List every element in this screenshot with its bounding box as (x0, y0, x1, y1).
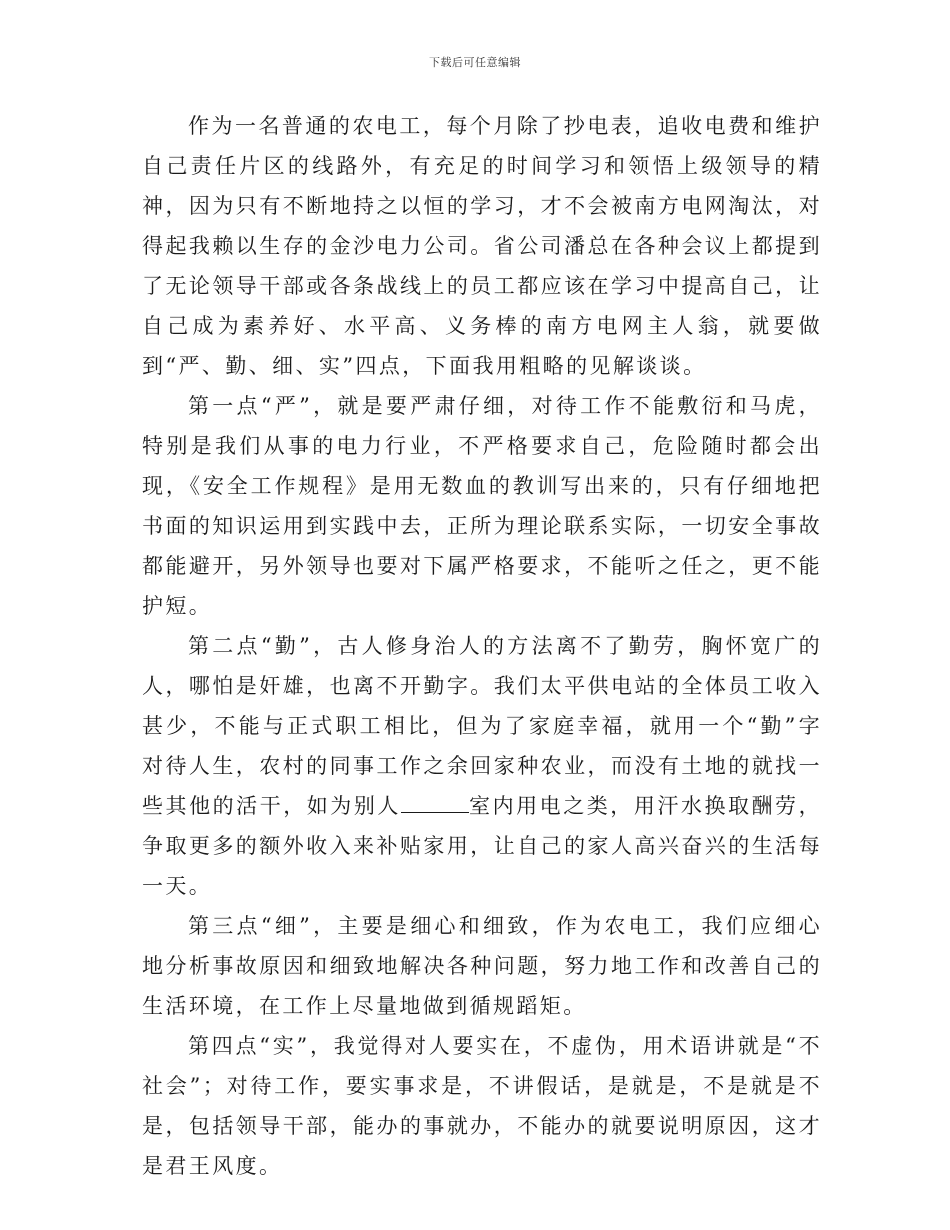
page-header: 下载后可任意编辑 (429, 56, 521, 69)
paragraph-point-honest: 第四点“实”，我觉得对人要实在，不虚伪，用术语讲就是“不社会”；对待工作，要实事求是，不讲假话，是就是，不是就是不是，包括领导干部，能办的事就办，不能办的就要说明原因，这才是君王风度。 (142, 1034, 822, 1178)
paragraph-intro: 作为一名普通的农电工，每个月除了抄电表，追收电费和维护自己责任片区的线路外，有充足的时间学习和领悟上级领导的精神，因为只有不断地持之以恒的学习，才不会被南方电网淘汰，对得起我赖以生存的金沙电力公司。省公司潘总在各种会议上都提到了无论领导干部或各条战线上的员工都应该在学习中提高自己，让自己成为素养好、水平高、义务棒的南方电网主人翁，就要做到“严、勤、细、实”四点，下面我用粗略的见解谈谈。 (142, 114, 822, 378)
paragraph-point-strict: 第一点“严”，就是要严肃仔细，对待工作不能敷衍和马虎，特别是我们从事的电力行业，不严格要求自己，危险随时都会出现，《安全工作规程》是用无数血的教训写出来的，只有仔细地把书面的知识运用到实践中去，正所为理论联系实际，一切安全事故都能避开，另外领导也要对下属严格要求，不能听之任之，更不能护短。 (142, 394, 822, 618)
paragraph-text-after-blank: 室内用电之类，用汗水换取酬劳，争取更多的额外收入来补贴家用，让自己的家人高兴奋兴的生活每一天。 (142, 794, 822, 898)
paragraph-point-diligent (142, 626, 822, 906)
paragraph-point-careful: 第三点“细”，主要是细心和细致，作为农电工，我们应细心地分析事故原因和细致地解决各种问题，努力地工作和改善自己的生活环境，在工作上尽量地做到循规蹈矩。 (142, 914, 822, 1018)
document-body (142, 106, 822, 1186)
fill-in-blank (401, 792, 469, 813)
paragraph-text-before-blank: 第二点“勤”，古人修身治人的方法离不了勤劳，胸怀宽广的人，哪怕是奸雄，也离不开勤字。我们太平供电站的全体员工收入甚少，不能与正式职工相比，但为了家庭幸福，就用一个“勤”字对待人生，农村的同事工作之余回家种农业，而没有土地的就找一些其他的活干，如为别人 (142, 634, 822, 818)
